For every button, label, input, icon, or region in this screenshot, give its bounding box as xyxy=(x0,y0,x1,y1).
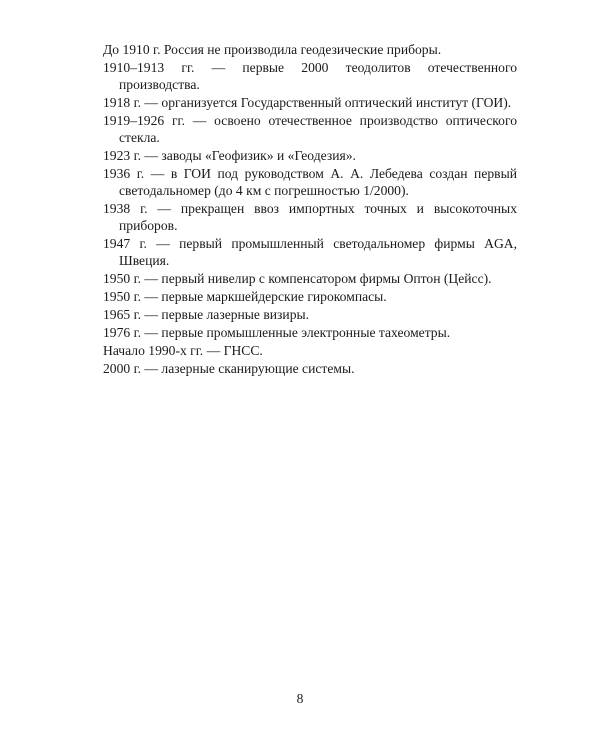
timeline-entry-1990s xyxy=(103,342,517,359)
timeline-entry-text: 1950 г. — первый нивелир с компенсатором фирмы Оптон (Цейсс). xyxy=(103,271,492,286)
timeline-entry-1950-gyro xyxy=(103,288,517,305)
timeline-list xyxy=(103,41,517,378)
timeline-entry-text: 2000 г. — лазерные сканирующие системы. xyxy=(103,361,355,376)
timeline-entry-text: 1950 г. — первые маркшейдерские гирокомпасы. xyxy=(103,289,387,304)
timeline-entry-1936 xyxy=(103,165,517,199)
timeline-entry-text: 1965 г. — первые лазерные визиры. xyxy=(103,307,310,322)
timeline-entry-1965 xyxy=(103,306,517,323)
timeline-entry-1918 xyxy=(103,94,517,111)
timeline-entry-text: 1938 г. — прекращен ввоз импортных точных и высокоточных приборов. xyxy=(103,201,517,233)
timeline-entry-text: 1936 г. — в ГОИ под руководством А. А. Лебедева создан первый светодальномер (до 4 км с погрешностью 1/2000). xyxy=(103,166,517,198)
timeline-entry-1910-1913 xyxy=(103,59,517,93)
timeline-entry-1923 xyxy=(103,147,517,164)
timeline-entry-text: 1918 г. — организуется Государственный оптический институт (ГОИ). xyxy=(103,95,512,110)
timeline-entry-1938 xyxy=(103,200,517,234)
timeline-entry-2000 xyxy=(103,360,517,377)
timeline-entry-text: 1976 г. — первые промышленные электронные тахеометры. xyxy=(103,325,451,340)
page-number: 8 xyxy=(296,691,304,706)
timeline-entry-1919-1926 xyxy=(103,112,517,146)
timeline-entry-1976 xyxy=(103,324,517,341)
timeline-entry-text: 1923 г. — заводы «Геофизик» и «Геодезия». xyxy=(103,148,356,163)
timeline-entry-1950-level xyxy=(103,270,517,287)
timeline-entry-text: 1919–1926 гг. — освоено отечественное производство оптического стекла. xyxy=(103,113,517,145)
timeline-entry-text: 1910–1913 гг. — первые 2000 теодолитов отечественного производства. xyxy=(103,60,517,92)
timeline-entry-text: До 1910 г. Россия не производила геодезические приборы. xyxy=(103,42,442,57)
timeline-entry-text: 1947 г. — первый промышленный светодальномер фирмы AGA, Швеция. xyxy=(103,236,517,268)
timeline-entry-text: Начало 1990-х гг. — ГНСС. xyxy=(103,343,263,358)
timeline-entry-1910 xyxy=(103,41,517,58)
timeline-entry-1947 xyxy=(103,235,517,269)
